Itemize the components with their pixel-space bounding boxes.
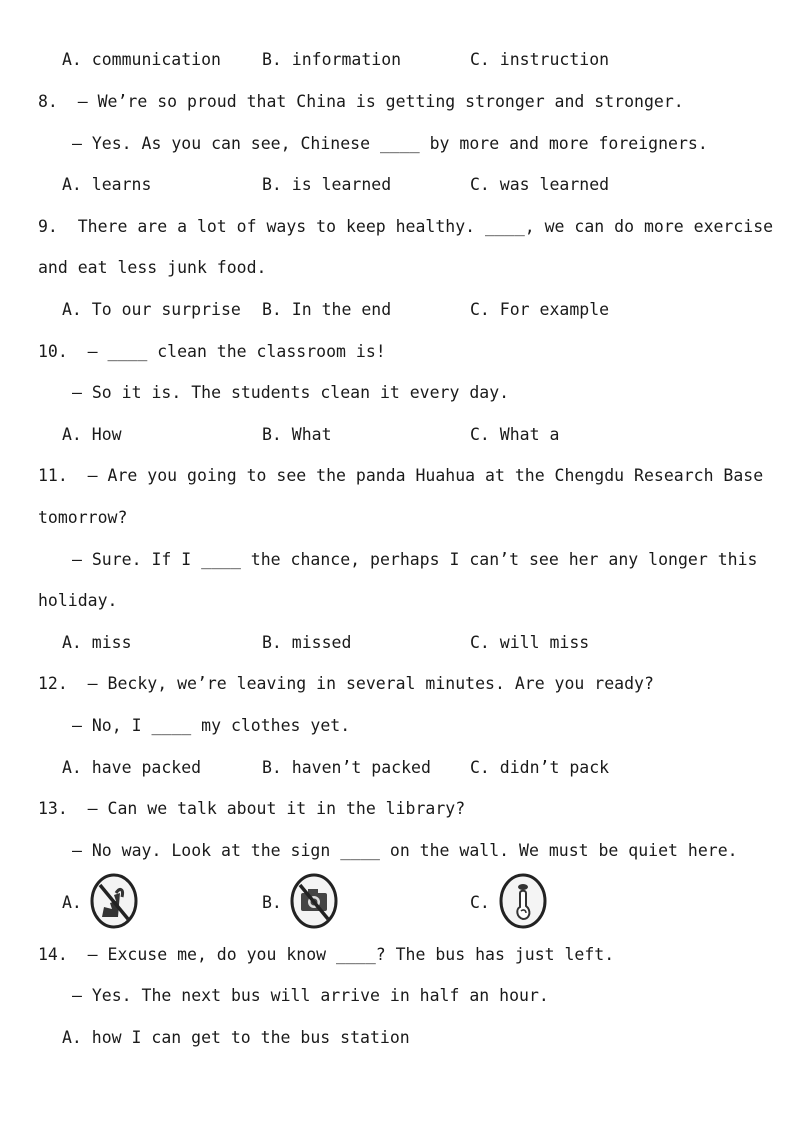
q12-option-b: B. haven’t packed bbox=[262, 758, 431, 777]
q10-reply: — So it is. The students clean it every day. bbox=[72, 383, 510, 402]
q8-option-b: B. is learned bbox=[262, 175, 392, 194]
q10-option-b: B. What bbox=[262, 425, 332, 444]
q9-stem-cont: and eat less junk food. bbox=[38, 258, 267, 277]
q10-stem: 10. — ____ clean the classroom is! bbox=[38, 342, 386, 361]
q14-stem: 14. — Excuse me, do you know ____? The bus has just left. bbox=[38, 945, 615, 964]
q13-option-a: A. bbox=[62, 893, 82, 912]
q12-reply: — No, I ____ my clothes yet. bbox=[72, 716, 351, 735]
q9-option-c: C. For example bbox=[470, 300, 610, 319]
q7-option-b: B. information bbox=[262, 50, 402, 69]
q11-stem: 11. — Are you going to see the panda Huahua at the Chengdu Research Base bbox=[38, 466, 764, 485]
q9-stem: 9. There are a lot of ways to keep healthy. ____, we can do more exercise bbox=[38, 217, 774, 236]
q12-option-a: A. have packed bbox=[62, 758, 202, 777]
q13-option-c: C. bbox=[470, 893, 490, 912]
keep-quiet-sign-icon bbox=[499, 873, 547, 929]
q8-option-a: A. learns bbox=[62, 175, 152, 194]
q11-reply: — Sure. If I ____ the chance, perhaps I can’t see her any longer this bbox=[72, 550, 758, 569]
q7-option-a: A. communication bbox=[62, 50, 221, 69]
no-camera-sign-icon bbox=[290, 873, 338, 929]
q8-option-c: C. was learned bbox=[470, 175, 610, 194]
q14-reply: — Yes. The next bus will arrive in half an hour. bbox=[72, 986, 549, 1005]
q12-option-c: C. didn’t pack bbox=[470, 758, 610, 777]
q9-option-a: A. To our surprise bbox=[62, 300, 241, 319]
q13-option-b: B. bbox=[262, 893, 282, 912]
q13-reply: — No way. Look at the sign ____ on the wall. We must be quiet here. bbox=[72, 841, 738, 860]
q10-option-c: C. What a bbox=[470, 425, 560, 444]
q14-option-a: A. how I can get to the bus station bbox=[62, 1028, 410, 1047]
q11-option-c: C. will miss bbox=[470, 633, 590, 652]
q8-stem: 8. — We’re so proud that China is getting stronger and stronger. bbox=[38, 92, 684, 111]
q11-option-b: B. missed bbox=[262, 633, 352, 652]
q10-option-a: A. How bbox=[62, 425, 122, 444]
q11-stem-cont: tomorrow? bbox=[38, 508, 128, 527]
q12-stem: 12. — Becky, we’re leaving in several minutes. Are you ready? bbox=[38, 674, 654, 693]
q8-reply: — Yes. As you can see, Chinese ____ by more and more foreigners. bbox=[72, 134, 708, 153]
q9-option-b: B. In the end bbox=[262, 300, 392, 319]
q11-reply-cont: holiday. bbox=[38, 591, 118, 610]
q11-option-a: A. miss bbox=[62, 633, 132, 652]
q13-stem: 13. — Can we talk about it in the library? bbox=[38, 799, 466, 818]
q7-option-c: C. instruction bbox=[470, 50, 610, 69]
no-food-sign-icon bbox=[90, 873, 138, 929]
